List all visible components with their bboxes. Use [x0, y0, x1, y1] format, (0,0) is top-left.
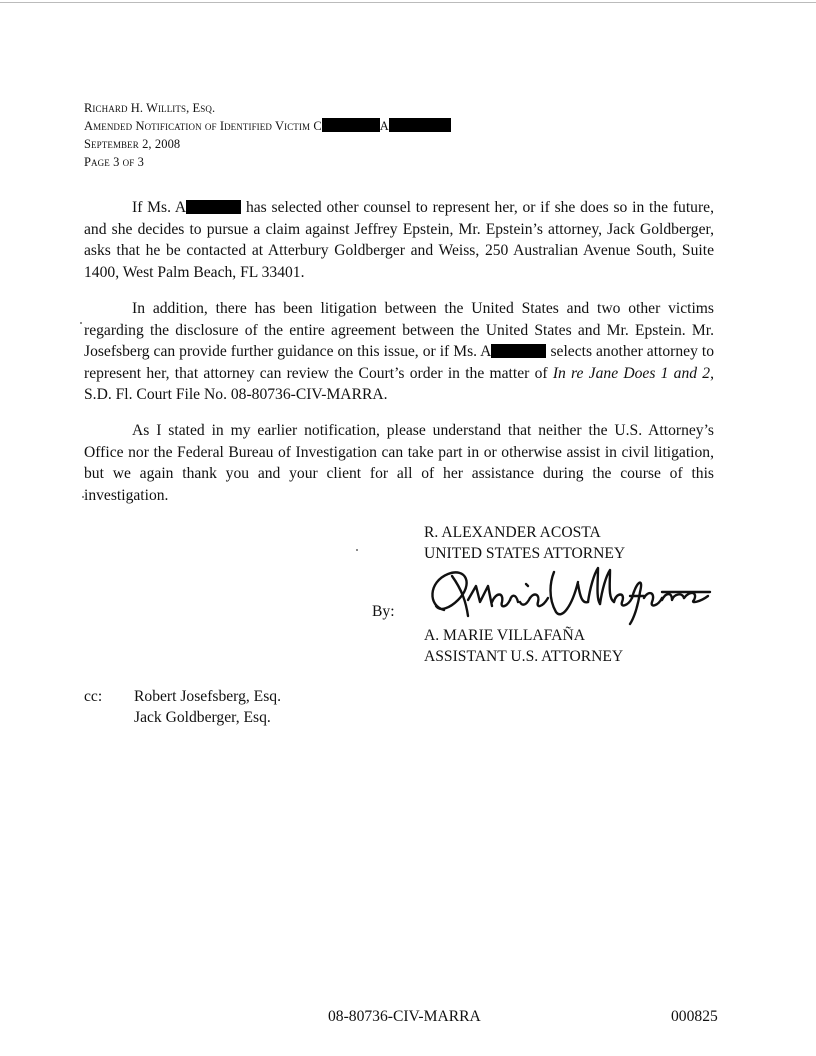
- redaction-box: [389, 118, 451, 132]
- cc-label: cc:: [84, 688, 103, 705]
- signature-block-top: [424, 523, 625, 564]
- cc-list: [134, 687, 281, 728]
- ausa-title: ASSISTANT U.S. ATTORNEY: [424, 647, 624, 665]
- cc-recipient: Robert Josefsberg, Esq.: [134, 688, 281, 705]
- signature-block-bottom: [424, 626, 623, 667]
- paragraph-closing: As I stated in my earlier notification, please understand that neither the U.S. Attorney’s Office nor the Federal Bureau of Investigation can take part in or otherwise assist in civil litigation, but we again thank you and your client for all of her assistance during the course of this investigation.: [84, 422, 714, 504]
- footer-bates-number: 000825: [671, 1008, 718, 1025]
- us-attorney-name: R. ALEXANDER ACOSTA: [424, 524, 601, 541]
- handwritten-signature: [422, 562, 712, 630]
- us-attorney-title: UNITED STATES ATTORNEY: [424, 544, 626, 562]
- header-recipient: Richard H. Willits, Esq.: [84, 101, 216, 115]
- paragraph-litigation: In addition, there has been litigation between the United States and two other victims regarding the disclosure of the entire agreement between the United States and Mr. Epstein. Mr. Josefsberg can provide further guidance on this issue, or if Ms. A selects another attorney to represent her, that attorney can review the Court’s order in the matter of In re Jane Does 1 and 2, S.D. Fl. Court File No. 08-80736-CIV-MARRA.: [84, 300, 714, 403]
- redaction-box: [186, 200, 241, 214]
- redaction-box: [322, 118, 380, 132]
- scan-speck: [80, 322, 82, 324]
- case-name: In re Jane Does 1 and 2: [552, 364, 711, 382]
- scan-speck: [82, 496, 84, 498]
- ausa-name: A. MARIE VILLAFAÑA: [424, 627, 585, 644]
- scan-top-edge: [0, 2, 816, 3]
- header-date: September 2, 2008: [84, 137, 181, 151]
- cc-recipient: Jack Goldberger, Esq.: [134, 708, 271, 726]
- by-label: By:: [372, 603, 395, 620]
- footer-case-number: 08-80736-CIV-MARRA: [328, 1008, 481, 1025]
- redaction-box: [491, 344, 546, 358]
- paragraph-counsel: If Ms. A has selected other counsel to represent her, or if she does so in the future, and she decides to pursue a claim against Jeffrey Epstein, Mr. Epstein’s attorney, Jack Goldberger, asks that he be contacted at Atterbury Goldberger and Weiss, 250 Australian Avenue South, Suite 1400, West Palm Beach, FL 33401.: [84, 199, 714, 281]
- header-page-number: Page 3 of 3: [84, 155, 144, 169]
- header-subject: Amended Notification of Identified Victim C A: [84, 117, 451, 135]
- scan-speck: [356, 549, 358, 551]
- letter-header: [84, 99, 451, 171]
